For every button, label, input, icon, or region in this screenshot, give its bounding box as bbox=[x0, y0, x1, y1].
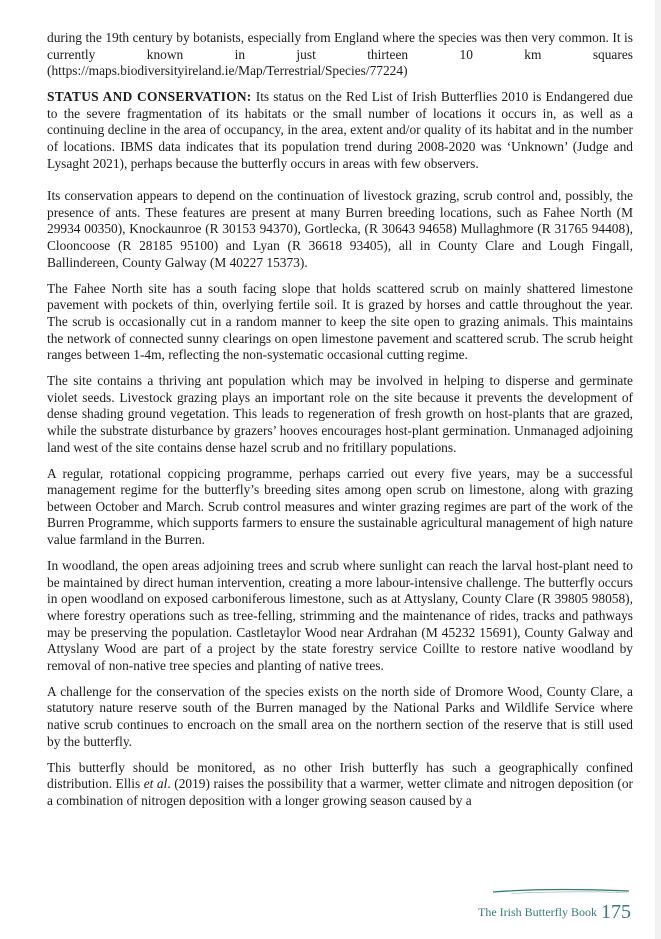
page-number: 175 bbox=[601, 901, 631, 923]
paragraph-dromore-wood: A challenge for the conservation of the species exists on the north side of Dromore Wood, County Clare, a statutory nature reserve south of the Burren managed by the National Parks and Wildlife Service where native scrub continues to encroach on the small area on the northern section of the reserve that is still used by the butterfly. bbox=[47, 683, 633, 749]
status-text: Its status on the Red List of Irish Butterflies 2010 is Endangered due to the severe fragmentation of its habitats or the small number of locations it occurs in, as well as a continuing decline in the area of occupancy, in the area, extent and/or quality of its habitat and in the number of locations. IBMS data indicates that its population trend during 2008-2020 was ‘Unknown’ (Judge and Lysaght 2021), perhaps because the butterfly occurs in areas with few observers. bbox=[47, 89, 633, 171]
running-footer-title: The Irish Butterfly Book bbox=[478, 905, 597, 919]
paragraph-status-conservation bbox=[47, 89, 633, 172]
page-footer bbox=[478, 902, 631, 922]
paragraph-coppicing: A regular, rotational coppicing programme, perhaps carried out every five years, may be a successful management regime for the butterfly’s breeding sites among open scrub on limestone, along with grazing between October and March. Scrub control measures and winter grazing regimes are part of the work of the Burren Programme, which supports farmers to ensure the sustainable agricultural management of high nature value farmland in the Burren. bbox=[47, 465, 633, 548]
paragraph-distribution-end: during the 19th century by botanists, especially from England where the species was then very common. It is currently known in just thirteen 10 km squares (https://maps.biodiversityireland.ie/Map/Terrestrial/Species/77224) bbox=[47, 30, 633, 79]
monitoring-text-a: This butterfly should be monitored, as no other Irish butterfly has such a geographically confined distribution. Ellis bbox=[47, 759, 633, 792]
paragraph-ant-population: The site contains a thriving ant population which may be involved in helping to disperse and germinate violet seeds. Livestock grazing plays an important role on the site because it prevents the development of dense shading ground vegetation. This leads to regeneration of fresh growth on host-plants that are grazed, while the substrate disturbance by grazers’ hooves encourages host-plant germination. Unmanaged adjoining land west of the site contains dense hazel scrub and no fritillary populations. bbox=[47, 373, 633, 455]
paragraph-conservation-sites: Its conservation appears to depend on the continuation of livestock grazing, scrub control and, possibly, the presence of ants. These features are present at many Burren breeding locations, such as Fahee North (M 29934 00350), Knockaunroe (R 30153 94370), Gortlecka, (R 30643 94658) Mullaghmore (R 31765 94408), Clooncoose (R 28185 95100) and Lyan (R 36618 93405), all in County Clare and Lough Fingall, Ballindereen, County Galway (M 40227 15373). bbox=[47, 188, 633, 270]
et-al-italic: et al bbox=[143, 776, 168, 792]
paragraph-woodland: In woodland, the open areas adjoining trees and scrub where sunlight can reach the larval host-plant need to be maintained by direct human intervention, creating a more labour-intensive challenge. The butterfly occurs in open woodland on exposed carboniferous limestone, such as at Attyslany, County Clare (R 39805 98058), where forestry operations such as tree-felling, strimming and the maintenance of rides, tracks and pathways may be preserving the population. Castletaylor Wood near Ardrahan (M 45232 15691), County Galway and Attyslany Wood are part of a project by the state forestry service Coillte to restore native woodland by removal of non-native tree species and planting of native trees. bbox=[47, 558, 633, 673]
page-edge-shadow bbox=[655, 0, 661, 939]
body-text bbox=[47, 30, 633, 819]
section-heading-status: STATUS AND CONSERVATION: bbox=[47, 89, 252, 105]
paragraph-monitoring bbox=[47, 760, 633, 810]
paragraph-fahee-north: The Fahee North site has a south facing slope that holds scattered scrub on mainly shattered limestone pavement with pockets of thin, overlying fertile soil. It is grazed by horses and cattle throughout the year. The scrub is occasionally cut in a random manner to keep the site open to grazing animals. This maintains the network of connected sunny clearings on open limestone pavement and scattered scrub. The scrub height ranges between 1-4m, reflecting the non-systematic occasional cutting regime. bbox=[47, 280, 633, 363]
monitoring-text-b: . (2019) raises the possibility that a warmer, wetter climate and nitrogen deposition (or a combination of nitrogen deposition with a longer growing season caused by a bbox=[47, 776, 633, 808]
footer-swoosh-rule bbox=[491, 886, 631, 896]
